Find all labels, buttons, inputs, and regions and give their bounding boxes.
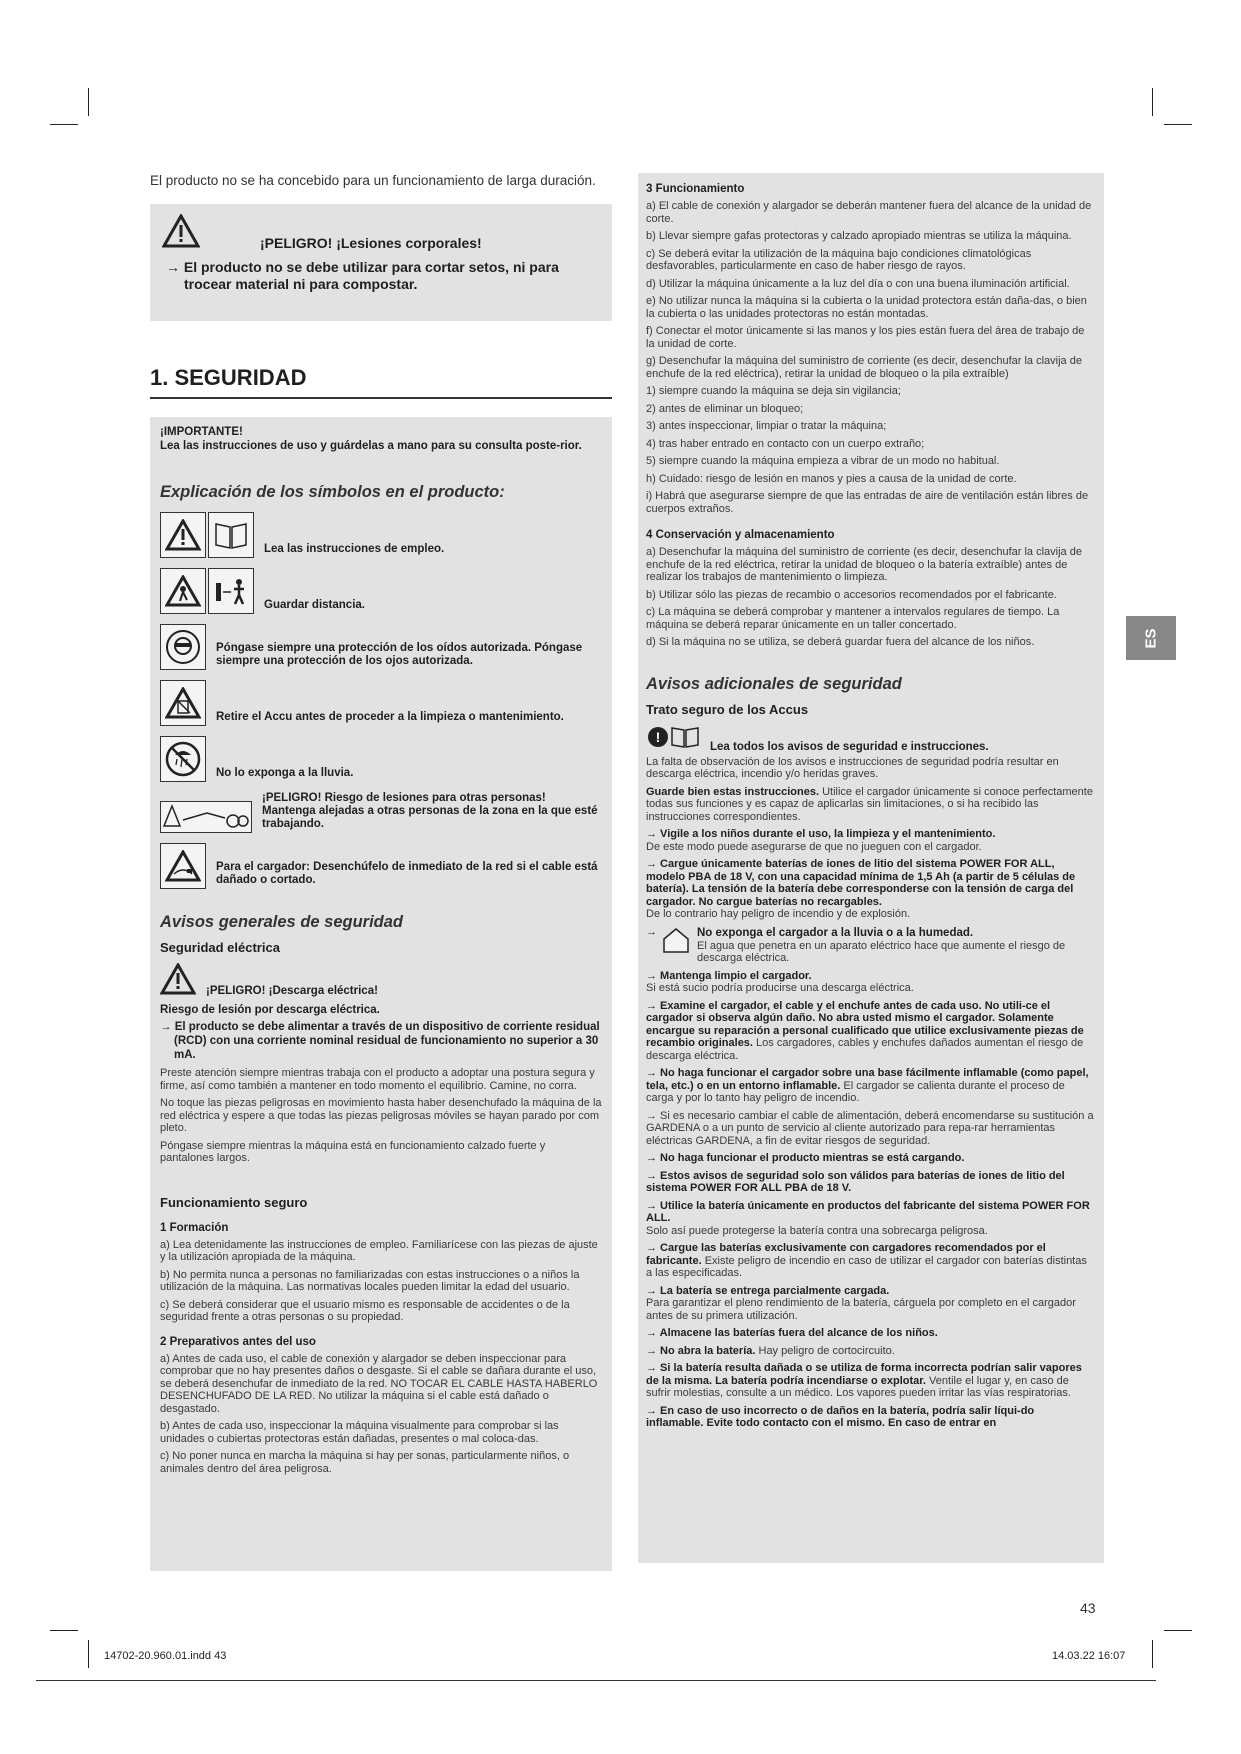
list-item: d) Si la máquina no se utiliza, se deberá guardar fuera del alcance de los niños. xyxy=(646,636,1035,648)
clean-warning xyxy=(646,970,1094,995)
charge-warning xyxy=(646,858,1094,921)
list-item: 5) siempre cuando la máquina empieza a vibrar de un modo no habitual. xyxy=(646,455,1000,467)
cable-replacement: → Si es necesario cambiar el cable de alimentación, deberá encomendarse su sustitución a GARDENA o a un punto de servicio al cliente autorizado para repa-rar herramientas eléctricas GARDENA, a fin de evitar riesgos de seguridad. xyxy=(646,1109,1094,1147)
symbol-row xyxy=(160,736,602,782)
crop-mark xyxy=(1152,1640,1153,1668)
flammable-text: El cargador se calienta durante el proceso de carga y por lo tanto hay peligro de incendio. xyxy=(646,1079,1065,1104)
read-all-text: La falta de observación de los avisos e instrucciones de seguridad podría resultar en descarga eléctrica, incendio y/o heridas graves. xyxy=(646,755,1059,780)
vapor-bold: → Si la batería resulta dañada o se utiliza de forma incorrecta podrían salir vapores de la misma. La batería podría incendiarse o explotar. xyxy=(646,1362,1082,1387)
only-text: Solo así puede protegerse la batería contra una sobrecarga peligrosa. xyxy=(646,1224,988,1237)
rain-text: El agua que penetra en un aparato eléctrico hace que aumente el riesgo de descarga eléctrica. xyxy=(697,939,1066,964)
electric-paragraph: Preste atención siempre mientras trabaja con el producto a adoptar una postura segura y firme, así como también a mantener en todo momento el equilibrio. Camine, no corra. xyxy=(160,1067,595,1092)
read-all-title: Lea todos los avisos de seguridad e instrucciones. xyxy=(710,740,989,753)
liquid-bold: → En caso de uso incorrecto o de daños en la batería, podría salir líqui-do inflamable. Evite todo contacto con el mismo. En caso de entrar en xyxy=(646,1404,1035,1429)
additional-heading: Avisos adicionales de seguridad xyxy=(646,674,902,693)
only-warning xyxy=(646,1200,1094,1238)
rain-warning xyxy=(646,926,1094,965)
crop-mark xyxy=(50,124,78,125)
list-item: a) Antes de cada uso, el cable de conexión y alargador se deben inspeccionar para comprobar que no hay presentes daños o desgaste. Si el cable se dañara durante el uso, se deberá desenchufar de inmediato de la red. NO TOCAR EL CABLE HASTA HABERLO DESENCHUFADO DE LA RED. No utilizar la máquina si el cable está dañado o desgastado. xyxy=(160,1352,598,1415)
validity-bold: → Estos avisos de seguridad solo son válidos para baterías de iones de litio del sistema POWER FOR ALL PBA de 18 V. xyxy=(646,1169,1065,1194)
examine-bold: → Examine el cargador, el cable y el enchufe antes de cada uso. No utili-ce el cargador si observa algún daño. No abra usted mismo el cargador. Solamente encargue su reparación a personal cualificado que utilice exclusivamente piezas de recambio originales. xyxy=(646,999,1084,1049)
crop-mark xyxy=(50,1630,78,1631)
keep-distance-icon xyxy=(208,568,254,614)
no-charge-warning xyxy=(646,1152,1094,1165)
symbol-text: Guardar distancia. xyxy=(264,599,365,611)
rcd-text: → El producto se debe alimentar a través de un dispositivo de corriente residual (RCD) con una corriente nominal residual de funcionamiento no superior a 30 mA. xyxy=(160,1021,600,1061)
recommended-bold: → Cargue las baterías exclusivamente con cargadores recomendados por el fabricante. xyxy=(646,1242,1046,1267)
subsection-title: 3 Funcionamiento xyxy=(646,183,745,195)
language-tab-label: ES xyxy=(1142,627,1160,649)
electrical-heading: Seguridad eléctrica xyxy=(160,940,280,955)
remove-battery-icon xyxy=(160,680,206,726)
only-bold: → Utilice la batería únicamente en productos del fabricante del sistema POWER FOR ALL. xyxy=(646,1199,1090,1224)
partial-text: Para garantizar el pleno rendimiento de la batería, cárguela por completo en el cargador antes de su primera utilización. xyxy=(646,1297,1076,1322)
list-item: 4) tras haber entrado en contacto con un cuerpo extraño; xyxy=(646,437,925,450)
left-column xyxy=(150,173,612,1571)
list-item: 3) antes inspeccionar, limpiar o tratar la máquina; xyxy=(646,420,887,432)
symbol-row xyxy=(160,680,602,726)
list-item: 2) antes de eliminar un bloqueo; xyxy=(646,402,804,415)
symbol-row xyxy=(160,843,602,889)
symbol-text: ¡PELIGRO! Riesgo de lesiones para otras personas! Mantenga alejadas a otras personas de la zona en la que esté trabajando. xyxy=(262,792,598,830)
thrown-objects-warning-icon xyxy=(160,568,206,614)
store-warning xyxy=(646,1327,1094,1340)
safety-panel xyxy=(150,417,612,1571)
warning-icon xyxy=(160,963,196,1000)
electric-danger-title: ¡PELIGRO! ¡Descarga eléctrica! xyxy=(206,985,378,997)
rain-bold: No exponga el cargador a la lluvia o a la humedad. xyxy=(697,926,974,939)
subsection-title: 4 Conservación y almacenamiento xyxy=(646,529,835,541)
list-item: b) Utilizar sólo las piezas de recambio o accesorios recomendados por el fabricante. xyxy=(646,588,1057,601)
list-item: f) Conectar el motor únicamente si las manos y los pies están fuera del área de trabajo de la unidad de corte. xyxy=(646,325,1085,350)
subsection-title: 2 Preparativos antes del uso xyxy=(160,1335,316,1348)
safe-operation-heading: Funcionamiento seguro xyxy=(160,1194,308,1210)
electric-paragraph: No toque las piezas peligrosas en movimiento hasta haber desenchufado la máquina de la red eléctrica y espere a que todas las piezas peligrosas móviles se hayan parado por com pleto. xyxy=(160,1097,602,1134)
list-item: g) Desenchufar la máquina del suministro de corriente (es decir, desenchufar la clavija de enchufe de la red eléctrica), retirar la unidad de bloqueo o la pila extraíble) xyxy=(646,355,1082,380)
list-item: c) Se deberá considerar que el usuario mismo es responsable de accidentes o de la seguridad frente a otras personas o su propiedad. xyxy=(160,1298,570,1323)
house-icon xyxy=(661,926,691,959)
clean-bold: → Mantenga limpio el cargador. xyxy=(646,969,812,982)
open-text: Hay peligro de cortocircuito. xyxy=(755,1344,895,1357)
danger-text: → El producto no se debe utilizar para cortar setos, ni para trocear material ni para compostar. xyxy=(166,259,559,292)
symbol-text: No lo exponga a la lluvia. xyxy=(216,767,354,779)
recommended-warning xyxy=(646,1242,1094,1280)
list-item: 1) siempre cuando la máquina se deja sin vigilancia; xyxy=(646,385,901,397)
symbols-heading: Explicación de los símbolos en el producto: xyxy=(160,483,505,501)
ear-eye-protection-icon xyxy=(160,624,206,670)
charge-bold: → Cargue únicamente baterías de iones de litio del sistema POWER FOR ALL, modelo PBA de 18 V, con una capacidad mínima de 1,5 Ah (a partir de 5 células de batería). La tensión de la batería debe corresponderse con la tensión de carga del cargador. No cargue baterías no recargables. xyxy=(646,858,1076,908)
flammable-warning xyxy=(646,1067,1094,1105)
no-charge-bold: → No haga funcionar el producto mientras se está cargando. xyxy=(646,1152,965,1164)
list-item: b) Llevar siempre gafas protectoras y calzado apropiado mientras se utiliza la máquina. xyxy=(646,230,1072,242)
validity-warning xyxy=(646,1170,1094,1195)
page-number: 43 xyxy=(1080,1600,1096,1616)
open-warning xyxy=(646,1345,1094,1358)
symbol-row xyxy=(160,512,602,558)
crop-mark xyxy=(88,1640,89,1668)
examine-warning xyxy=(646,1000,1094,1063)
footer-file: 14702-20.960.01.indd 43 xyxy=(104,1650,227,1662)
list-item: d) Utilizar la máquina únicamente a la luz del día o con una buena iluminación artificial. xyxy=(646,277,1070,290)
no-rain-icon xyxy=(160,736,206,782)
right-column xyxy=(638,173,1104,1563)
read-all-row xyxy=(646,725,1094,754)
list-item: a) El cable de conexión y alargador se deberán mantener fuera del alcance de la unidad de corte. xyxy=(646,200,1092,225)
electric-risk: Riesgo de lesión por descarga eléctrica. xyxy=(160,1004,380,1016)
crop-mark xyxy=(88,88,89,116)
list-item: a) Desenchufar la máquina del suministro de corriente (es decir, desenchufar la clavija de enchufe de la red eléctrica, retirar la unidad de bloqueo o la batería extraíble) antes de realizar los trabajos de mantenimiento o limpieza. xyxy=(646,546,1082,583)
symbol-text: Póngase siempre una protección de los oídos autorizada. Póngase siempre una protección de los ojos autorizada. xyxy=(216,642,583,667)
partial-charge-note xyxy=(646,1285,1094,1323)
kids-bold: → Vigile a los niños durante el uso, la limpieza y el mantenimiento. xyxy=(646,828,996,840)
charge-text: De lo contrario hay peligro de incendio y de explosión. xyxy=(646,908,911,920)
list-item: c) Se deberá evitar la utilización de la máquina bajo condiciones climatológicas desfavorables, particularmente en caso de haber riesgo de rayos. xyxy=(646,247,1032,272)
vapor-text: Ventile el lugar y, en caso de sufrir molestias, consulte a un médico. Los vapores pueden irritar las vías respiratorias. xyxy=(646,1374,1071,1399)
recommended-text: Existe peligro de incendio en caso de utilizar el cargador con baterías distintas a las especificadas. xyxy=(646,1254,1087,1279)
list-item: i) Habrá que asegurarse siempre de que las entradas de aire de ventilación están libres de cuerpos extraños. xyxy=(646,490,1089,515)
symbol-row xyxy=(160,568,602,614)
warning-book-icon xyxy=(646,725,702,754)
important-title: ¡IMPORTANTE! xyxy=(160,426,243,438)
symbol-row xyxy=(160,792,602,833)
intro-text: El producto no se ha concebido para un funcionamiento de larga duración. xyxy=(150,173,596,188)
unplug-damaged-cable-icon xyxy=(160,843,206,889)
important-text: Lea las instrucciones de uso y guárdelas a mano para su consulta poste-rior. xyxy=(160,440,582,452)
list-item: c) No poner nunca en marcha la máquina si hay per sonas, particularmente niños, o animales dentro del área peligrosa. xyxy=(160,1450,570,1475)
danger-box-bottom xyxy=(150,307,612,321)
crop-mark xyxy=(1164,1630,1192,1631)
kids-warning xyxy=(646,828,1094,853)
list-item: b) Antes de cada uso, inspeccionar la máquina visualmente para comprobar si las unidades o cubiertas protectoras están dañadas, presentes o mal coloca-das. xyxy=(160,1420,559,1445)
section-title: 1. SEGURIDAD xyxy=(150,365,612,399)
partial-bold: → La batería se entrega parcialmente cargada. xyxy=(646,1284,890,1297)
electric-danger-row xyxy=(160,963,602,1000)
keep-text: Utilice el cargador únicamente si conoce perfectamente todas sus funciones y es capaz de aplicarlas sin limitaciones, o si ha recibido las instrucciones correspondientes. xyxy=(646,785,1093,823)
crop-mark xyxy=(1164,124,1192,125)
clean-text: Si está sucio podría producirse una descarga eléctrica. xyxy=(646,982,914,994)
symbol-row xyxy=(160,624,602,670)
footer-date: 14.03.22 16:07 xyxy=(1052,1650,1126,1662)
crop-mark xyxy=(1152,88,1153,116)
footer-line xyxy=(36,1680,1156,1681)
arrow-icon: → xyxy=(646,925,657,938)
keep-instructions xyxy=(646,786,1094,824)
store-bold: → Almacene las baterías fuera del alcance de los niños. xyxy=(646,1327,938,1339)
liquid-warning xyxy=(646,1405,1094,1430)
language-tab xyxy=(1126,616,1176,660)
subsection-title: 1 Formación xyxy=(160,1221,229,1234)
danger-box xyxy=(150,204,612,307)
list-item: a) Lea detenidamente las instrucciones de empleo. Familiarícese con las piezas de ajuste y la utilización apropiada de la máquina. xyxy=(160,1238,598,1263)
open-bold: → No abra la batería. xyxy=(646,1344,756,1357)
manual-book-icon xyxy=(208,512,254,558)
warning-icon xyxy=(160,512,206,558)
danger-title: ¡PELIGRO! ¡Lesiones corporales! xyxy=(260,235,482,251)
kids-text: De este modo puede asegurarse de que no jueguen con el cargador. xyxy=(646,840,982,853)
flammable-bold: → No haga funcionar el cargador sobre una base fácilmente inflamable (como papel, tela, etc.) o en un entorno inflamable. xyxy=(646,1067,1089,1092)
accu-heading: Trato seguro de los Accus xyxy=(646,701,809,717)
list-item: e) No utilizar nunca la máquina si la cubierta o la unidad protectora están daña-das, o bien la cubierta o las unidades protectoras no están montadas. xyxy=(646,295,1087,320)
warning-icon xyxy=(162,214,200,253)
list-item: b) No permita nunca a personas no familiarizadas con estas instrucciones o a niños la utilización de la máquina. Las normativas locales pueden limitar la edad del usuario. xyxy=(160,1268,580,1293)
symbol-text: Para el cargador: Desenchúfelo de inmediato de la red si el cable está dañado o cortado. xyxy=(216,861,598,886)
keep-bold: Guarde bien estas instrucciones. xyxy=(646,785,820,798)
list-item: c) La máquina se deberá comprobar y mantener a intervalos regulares de tiempo. La máquina se deberá reparar únicamente en un taller concertado. xyxy=(646,606,1060,631)
examine-text: Los cargadores, cables y enchufes dañados aumentan el riesgo de descarga eléctrica. xyxy=(646,1037,1084,1062)
electric-paragraph: Póngase siempre mientras la máquina está en funcionamiento calzado fuerte y pantalones largos. xyxy=(160,1139,546,1164)
svg-text:!: ! xyxy=(655,728,661,745)
list-item: h) Cuidado: riesgo de lesión en manos y pies a causa de la unidad de corte. xyxy=(646,472,1017,485)
symbol-text: Lea las instrucciones de empleo. xyxy=(264,543,445,555)
bystanders-distance-icon xyxy=(160,801,252,833)
vapor-warning xyxy=(646,1362,1094,1400)
general-heading: Avisos generales de seguridad xyxy=(160,913,404,931)
symbol-text: Retire el Accu antes de proceder a la limpieza o mantenimiento. xyxy=(216,711,564,723)
